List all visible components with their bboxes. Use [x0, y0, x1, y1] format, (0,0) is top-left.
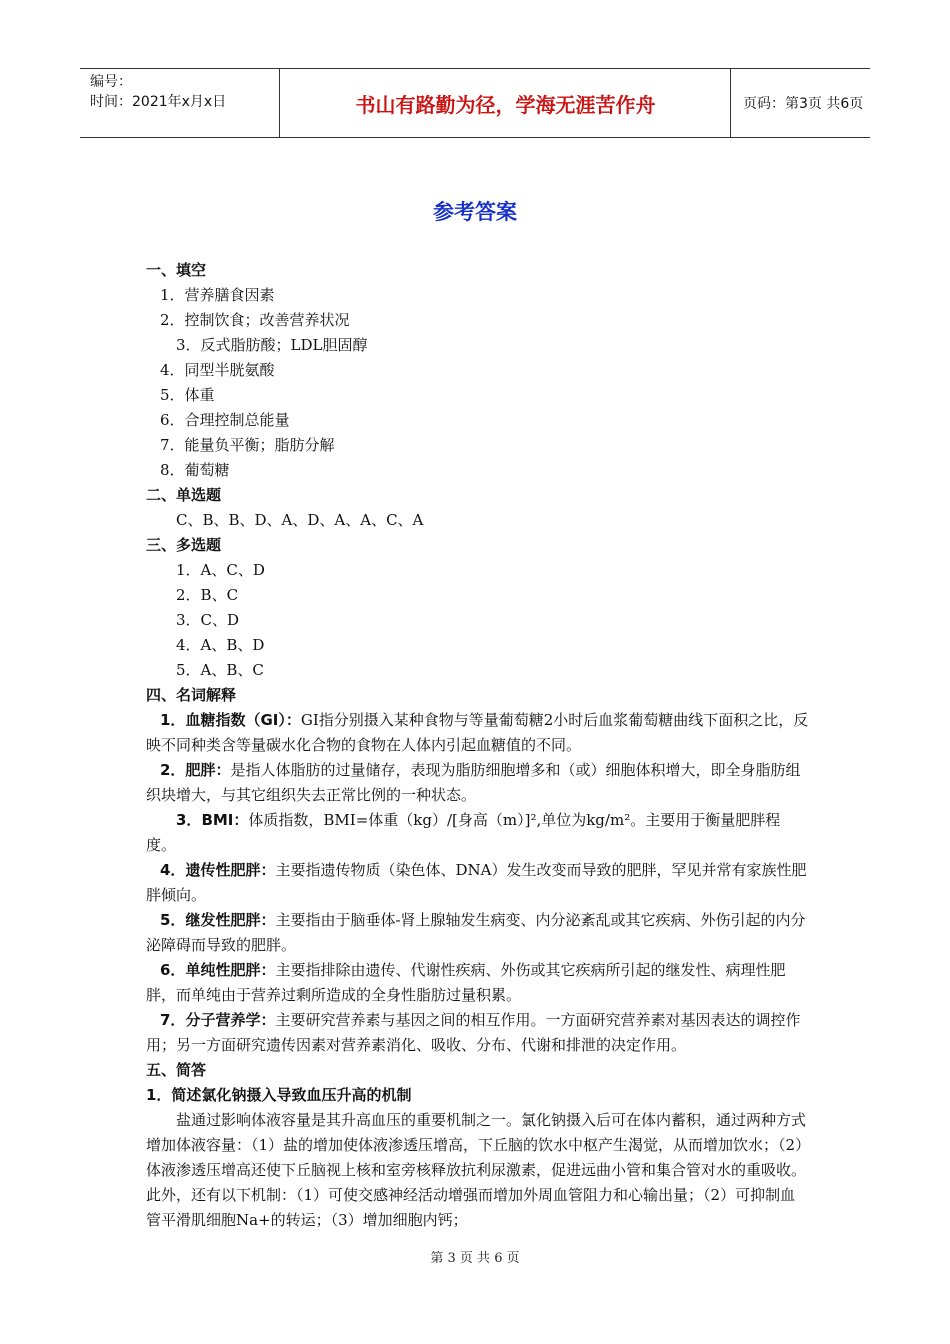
term-number: 3．: [176, 811, 202, 829]
list-item: 1．营养膳食因素: [160, 286, 275, 304]
term-text: 是指人体脂肪的过量储存，表现为脂肪细胞增多和（或）细胞体积增大，即全身脂肪组织块增大，与其它组织失去正常比例的一种状态。: [146, 761, 801, 804]
page-title: 参考答案: [433, 200, 517, 224]
date-label: 时间：2021年x月x日: [90, 94, 227, 110]
term-name: 遗传性肥胖：: [185, 861, 276, 879]
list-item: 2．B、C: [176, 586, 239, 604]
header-motto: 书山有路勤为径，学海无涯苦作舟: [281, 69, 731, 137]
section-heading: 四、名词解释: [146, 686, 237, 704]
term-definition: [146, 1008, 810, 1058]
term-text: GI指分别摄入某种食物与等量葡萄糖2小时后血浆葡萄糖曲线下面积之比，反映不同种类含等量碳水化合物的食物在人体内引起血糖值的不同。: [146, 711, 809, 754]
list-item: 2．控制饮食；改善营养状况: [160, 311, 350, 329]
term-number: 5．: [160, 911, 186, 929]
answer-content: [146, 258, 810, 1233]
list-item: 4．A、B、D: [176, 636, 265, 654]
page-header: [80, 68, 870, 138]
term-number: 4．: [160, 861, 186, 879]
list-item: 7．能量负平衡；脂肪分解: [160, 436, 335, 454]
term-name: 肥胖：: [185, 761, 231, 779]
list-item: 5．体重: [160, 386, 215, 404]
section-heading: 一、填空: [146, 261, 207, 279]
term-text: 体质指数，BMI=体重（kg）/[身高（m）]²,单位为kg/m²。主要用于衡量肥胖程度。: [146, 811, 781, 854]
term-definition: [146, 858, 810, 908]
term-number: 6．: [160, 961, 186, 979]
term-text: 主要指排除由遗传、代谢性疾病、外伤或其它疾病所引起的继发性、病理性肥胖，而单纯由于营养过剩所造成的全身性脂肪过量积累。: [146, 961, 786, 1004]
term-name: 继发性肥胖：: [185, 911, 276, 929]
term-definition: [146, 758, 810, 808]
term-number: 7．: [160, 1011, 186, 1029]
section-heading: 二、单选题: [146, 486, 222, 504]
section-heading: 五、简答: [146, 1061, 207, 1079]
term-text: 主要研究营养素与基因之间的相互作用。一方面研究营养素对基因表达的调控作用；另一方面研究遗传因素对营养素消化、吸收、分布、代谢和排泄的决定作用。: [146, 1011, 801, 1054]
term-definition: [146, 808, 810, 858]
term-text: 主要指由于脑垂体-肾上腺轴发生病变、内分泌紊乱或其它疾病、外伤引起的内分泌障碍而导致的肥胖。: [146, 911, 806, 954]
term-definition: [146, 908, 810, 958]
term-name: 单纯性肥胖：: [185, 961, 276, 979]
term-definition: [146, 708, 810, 758]
term-definition: [146, 958, 810, 1008]
list-item: 1．A、C、D: [176, 561, 265, 579]
term-name: 血糖指数（GI）：: [185, 711, 301, 729]
term-number: 1．: [160, 711, 186, 729]
term-name: 分子营养学：: [185, 1011, 276, 1029]
list-item: 8．葡萄糖: [160, 461, 230, 479]
header-meta: [80, 69, 280, 137]
page-footer: 第 3 页 共 6 页: [430, 1251, 520, 1266]
list-item: 3．反式脂肪酸；LDL胆固醇: [176, 336, 368, 354]
list-item: 5．A、B、C: [176, 661, 264, 679]
question-title: 1．简述氯化钠摄入导致血压升高的机制: [146, 1086, 412, 1104]
question-answer: 盐通过影响体液容量是其升高血压的重要机制之一。氯化钠摄入后可在体内蓄积，通过两种方式增加体液容量：（1）盐的增加使体液渗透压增高，下丘脑的饮水中枢产生渴觉，从而增加饮水；（2）体液渗透压增高还使下丘脑视上核和室旁核释放抗利尿激素，促进远曲小管和集合管对水的重吸收。此外，还有以下机制：（1）可使交感神经活动增强而增加外周血管阻力和心输出量；（2）可抑制血管平滑肌细胞Na+的转运；（3）增加细胞内钙；: [146, 1111, 807, 1229]
header-page-label: 页码：第3页 共6页: [743, 96, 864, 112]
term-name: BMI：: [201, 811, 249, 829]
term-text: 主要指遗传物质（染色体、DNA）发生改变而导致的肥胖，罕见并常有家族性肥胖倾向。: [146, 861, 807, 904]
list-item: 3．C、D: [176, 611, 240, 629]
list-item: 6．合理控制总能量: [160, 411, 290, 429]
number-label: 编号：: [90, 74, 132, 90]
single-choice-answers: C、B、B、D、A、D、A、A、C、A: [176, 511, 424, 529]
list-item: 4．同型半胱氨酸: [160, 361, 275, 379]
term-number: 2．: [160, 761, 186, 779]
section-heading: 三、多选题: [146, 536, 222, 554]
